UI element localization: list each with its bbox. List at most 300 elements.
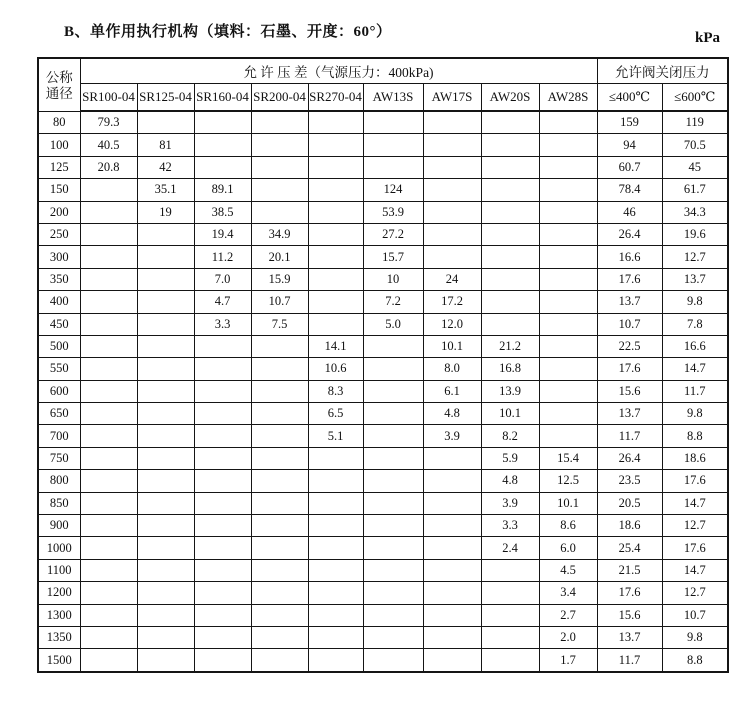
value-cell: 14.7 [662,358,728,380]
value-cell: 10.7 [251,291,308,313]
value-cell [363,380,423,402]
value-cell [481,179,539,201]
value-cell [194,537,251,559]
value-cell: 10.1 [423,335,481,357]
value-cell [80,335,137,357]
value-cell [137,604,194,626]
value-cell [80,626,137,648]
value-cell [80,582,137,604]
value-cell: 2.4 [481,537,539,559]
value-cell: 6.1 [423,380,481,402]
table-row [38,291,728,313]
value-cell: 17.6 [662,470,728,492]
table-row [38,604,728,626]
value-cell [137,111,194,134]
value-cell [423,134,481,156]
value-cell [137,515,194,537]
dn-cell: 1500 [38,649,80,672]
value-cell [481,649,539,672]
value-cell: 4.8 [481,470,539,492]
value-cell: 17.2 [423,291,481,313]
dn-cell: 900 [38,515,80,537]
dn-cell: 1300 [38,604,80,626]
value-cell: 20.5 [597,492,662,514]
value-cell: 5.0 [363,313,423,335]
value-cell [363,537,423,559]
column-header-aw17s: AW17S [423,84,481,112]
value-cell [251,492,308,514]
table-row [38,223,728,245]
value-cell [363,134,423,156]
value-cell [481,134,539,156]
value-cell [194,470,251,492]
value-cell [363,559,423,581]
dn-cell: 250 [38,223,80,245]
table-row [38,246,728,268]
value-cell: 10.1 [539,492,597,514]
value-cell [251,604,308,626]
value-cell: 9.8 [662,626,728,648]
value-cell [251,335,308,357]
value-cell [539,179,597,201]
page-title: B、单作用执行机构（填料：石墨、开度：60°） [64,24,392,40]
table-row [38,515,728,537]
value-cell: 12.7 [662,246,728,268]
value-cell [423,537,481,559]
value-cell [481,223,539,245]
value-cell: 9.8 [662,291,728,313]
value-cell: 22.5 [597,335,662,357]
value-cell [137,403,194,425]
value-cell [137,537,194,559]
value-cell: 15.6 [597,604,662,626]
table-row [38,134,728,156]
value-cell: 159 [597,111,662,134]
value-cell: 17.6 [597,358,662,380]
value-cell [539,358,597,380]
value-cell: 14.1 [308,335,363,357]
value-cell [251,358,308,380]
table-row [38,559,728,581]
value-cell: 89.1 [194,179,251,201]
value-cell [363,403,423,425]
dn-cell: 750 [38,447,80,469]
value-cell [80,447,137,469]
value-cell [423,626,481,648]
value-cell [251,626,308,648]
table-row [38,268,728,290]
value-cell: 14.7 [662,492,728,514]
value-cell [363,111,423,134]
value-cell [194,380,251,402]
value-cell: 94 [597,134,662,156]
value-cell [137,425,194,447]
value-cell [423,604,481,626]
value-cell [308,492,363,514]
value-cell: 16.8 [481,358,539,380]
value-cell: 17.6 [597,582,662,604]
value-cell [423,223,481,245]
value-cell [308,582,363,604]
value-cell [539,380,597,402]
dn-cell: 650 [38,403,80,425]
value-cell [251,470,308,492]
value-cell: 17.6 [597,268,662,290]
column-header-aw13s: AW13S [363,84,423,112]
closing-pressure-header: 允许阀关闭压力 [597,58,728,84]
value-cell [423,515,481,537]
value-cell: 15.6 [597,380,662,402]
value-cell [539,268,597,290]
table-row [38,358,728,380]
dn-cell: 100 [38,134,80,156]
value-cell: 119 [662,111,728,134]
value-cell: 34.3 [662,201,728,223]
value-cell: 35.1 [137,179,194,201]
value-cell [80,223,137,245]
column-header-max400c: ≤400℃ [597,84,662,112]
value-cell [308,470,363,492]
value-cell [363,626,423,648]
value-cell: 53.9 [363,201,423,223]
table-row [38,313,728,335]
value-cell [308,134,363,156]
value-cell [423,447,481,469]
value-cell: 11.2 [194,246,251,268]
value-cell: 15.4 [539,447,597,469]
column-header-sr160-04: SR160-04 [194,84,251,112]
value-cell: 5.1 [308,425,363,447]
value-cell [251,134,308,156]
value-cell [194,358,251,380]
dn-cell: 500 [38,335,80,357]
value-cell [137,380,194,402]
value-cell: 26.4 [597,447,662,469]
table-header [38,58,728,111]
value-cell [137,313,194,335]
dn-cell: 850 [38,492,80,514]
column-header-aw20s: AW20S [481,84,539,112]
value-cell [251,649,308,672]
value-cell: 1.7 [539,649,597,672]
value-cell [80,649,137,672]
value-cell [363,358,423,380]
value-cell [308,604,363,626]
value-cell: 81 [137,134,194,156]
value-cell: 19.6 [662,223,728,245]
value-cell [137,291,194,313]
value-cell: 46 [597,201,662,223]
value-cell: 45 [662,156,728,178]
value-cell [194,134,251,156]
value-cell [80,291,137,313]
value-cell [308,447,363,469]
value-cell [539,246,597,268]
value-cell [539,156,597,178]
value-cell: 19 [137,201,194,223]
value-cell [363,335,423,357]
dn-cell: 600 [38,380,80,402]
value-cell [80,604,137,626]
value-cell [80,179,137,201]
value-cell: 3.4 [539,582,597,604]
column-header-sr270-04: SR270-04 [308,84,363,112]
value-cell [251,201,308,223]
value-cell: 26.4 [597,223,662,245]
value-cell: 15.9 [251,268,308,290]
column-header-sr125-04: SR125-04 [137,84,194,112]
value-cell [80,246,137,268]
value-cell [80,559,137,581]
value-cell [137,358,194,380]
value-cell: 124 [363,179,423,201]
value-cell [137,246,194,268]
value-cell: 24 [423,268,481,290]
value-cell [308,537,363,559]
value-cell: 15.7 [363,246,423,268]
table-body [38,111,728,672]
value-cell [308,291,363,313]
value-cell [363,156,423,178]
value-cell: 21.5 [597,559,662,581]
value-cell [80,268,137,290]
value-cell [423,179,481,201]
value-cell: 7.5 [251,313,308,335]
dn-cell: 700 [38,425,80,447]
dn-header-line2: 通径 [45,85,73,101]
value-cell [251,403,308,425]
value-cell: 78.4 [597,179,662,201]
value-cell [194,492,251,514]
value-cell [137,268,194,290]
table-row [38,582,728,604]
value-cell [308,179,363,201]
value-cell [481,582,539,604]
value-cell [308,111,363,134]
value-cell [308,223,363,245]
value-cell [363,515,423,537]
value-cell [363,425,423,447]
value-cell [481,626,539,648]
dn-cell: 200 [38,201,80,223]
value-cell [481,313,539,335]
value-cell [539,201,597,223]
column-header-sr200-04: SR200-04 [251,84,308,112]
value-cell [137,559,194,581]
value-cell: 13.7 [662,268,728,290]
value-cell [194,582,251,604]
table-row [38,447,728,469]
value-cell [194,335,251,357]
pressure-diff-header: 允 许 压 差（气源压力：400kPa) [80,58,597,84]
dn-cell: 1100 [38,559,80,581]
value-cell [481,559,539,581]
table-row [38,626,728,648]
value-cell: 10.7 [597,313,662,335]
value-cell [251,179,308,201]
value-cell: 27.2 [363,223,423,245]
value-cell: 19.4 [194,223,251,245]
dn-cell: 550 [38,358,80,380]
value-cell: 8.8 [662,649,728,672]
value-cell [539,134,597,156]
value-cell [423,470,481,492]
value-cell: 21.2 [481,335,539,357]
value-cell [308,649,363,672]
dn-cell: 350 [38,268,80,290]
value-cell: 8.2 [481,425,539,447]
value-cell: 11.7 [597,649,662,672]
value-cell [481,246,539,268]
value-cell [80,358,137,380]
value-cell [539,111,597,134]
value-cell [539,313,597,335]
value-cell: 4.7 [194,291,251,313]
value-cell: 70.5 [662,134,728,156]
value-cell [80,403,137,425]
column-header-sr100-04: SR100-04 [80,84,137,112]
value-cell [308,313,363,335]
value-cell: 61.7 [662,179,728,201]
value-cell [80,537,137,559]
value-cell [308,515,363,537]
value-cell [481,111,539,134]
value-cell [423,201,481,223]
value-cell [80,515,137,537]
value-cell [137,582,194,604]
value-cell [194,403,251,425]
value-cell: 8.3 [308,380,363,402]
value-cell [363,470,423,492]
value-cell [423,559,481,581]
value-cell: 17.6 [662,537,728,559]
table-row [38,201,728,223]
table-row [38,335,728,357]
value-cell [423,649,481,672]
value-cell [539,403,597,425]
value-cell: 16.6 [597,246,662,268]
dn-cell: 800 [38,470,80,492]
value-cell: 10.1 [481,403,539,425]
value-cell [308,156,363,178]
value-cell: 5.9 [481,447,539,469]
table-row [38,425,728,447]
value-cell [194,626,251,648]
value-cell: 3.9 [481,492,539,514]
dn-cell: 1200 [38,582,80,604]
value-cell [481,268,539,290]
value-cell: 25.4 [597,537,662,559]
value-cell [308,268,363,290]
value-cell: 10.7 [662,604,728,626]
value-cell [137,223,194,245]
value-cell: 2.0 [539,626,597,648]
value-cell: 20.8 [80,156,137,178]
value-cell: 12.5 [539,470,597,492]
value-cell: 40.5 [80,134,137,156]
value-cell [80,470,137,492]
dn-cell: 80 [38,111,80,134]
value-cell [363,604,423,626]
value-cell [251,537,308,559]
value-cell: 12.7 [662,582,728,604]
value-cell: 13.7 [597,291,662,313]
value-cell [137,470,194,492]
value-cell [539,425,597,447]
value-cell [80,380,137,402]
value-cell [423,111,481,134]
value-cell: 79.3 [80,111,137,134]
dn-cell: 400 [38,291,80,313]
value-cell [137,335,194,357]
value-cell: 13.9 [481,380,539,402]
dn-header-line1: 公称 [45,70,73,86]
value-cell [308,626,363,648]
value-cell [363,649,423,672]
value-cell: 18.6 [597,515,662,537]
value-cell: 10 [363,268,423,290]
value-cell [481,291,539,313]
value-cell [423,246,481,268]
column-header-aw28s: AW28S [539,84,597,112]
dn-cell: 150 [38,179,80,201]
value-cell [80,425,137,447]
value-cell [194,649,251,672]
dn-cell: 1000 [38,537,80,559]
value-cell [80,201,137,223]
dn-cell: 450 [38,313,80,335]
value-cell [194,447,251,469]
value-cell: 13.7 [597,403,662,425]
value-cell [363,447,423,469]
value-cell [194,425,251,447]
unit-label: kPa [694,30,720,46]
table-row [38,537,728,559]
dn-cell: 1350 [38,626,80,648]
value-cell: 9.8 [662,403,728,425]
value-cell [308,246,363,268]
table-row [38,179,728,201]
value-cell [251,515,308,537]
value-cell: 10.6 [308,358,363,380]
value-cell: 4.8 [423,403,481,425]
value-cell: 3.3 [194,313,251,335]
value-cell [539,335,597,357]
value-cell [194,111,251,134]
value-cell [194,156,251,178]
value-cell: 38.5 [194,201,251,223]
table-row [38,403,728,425]
value-cell [423,156,481,178]
table-row [38,649,728,672]
value-cell [194,559,251,581]
value-cell [251,425,308,447]
value-cell: 6.5 [308,403,363,425]
dn-cell: 300 [38,246,80,268]
pressure-spec-table [37,57,729,673]
value-cell [80,492,137,514]
value-cell [194,515,251,537]
table-row [38,380,728,402]
value-cell: 23.5 [597,470,662,492]
dn-column-header [38,58,80,111]
value-cell: 14.7 [662,559,728,581]
value-cell: 2.7 [539,604,597,626]
value-cell: 34.9 [251,223,308,245]
value-cell: 13.7 [597,626,662,648]
table-row [38,156,728,178]
value-cell: 8.6 [539,515,597,537]
